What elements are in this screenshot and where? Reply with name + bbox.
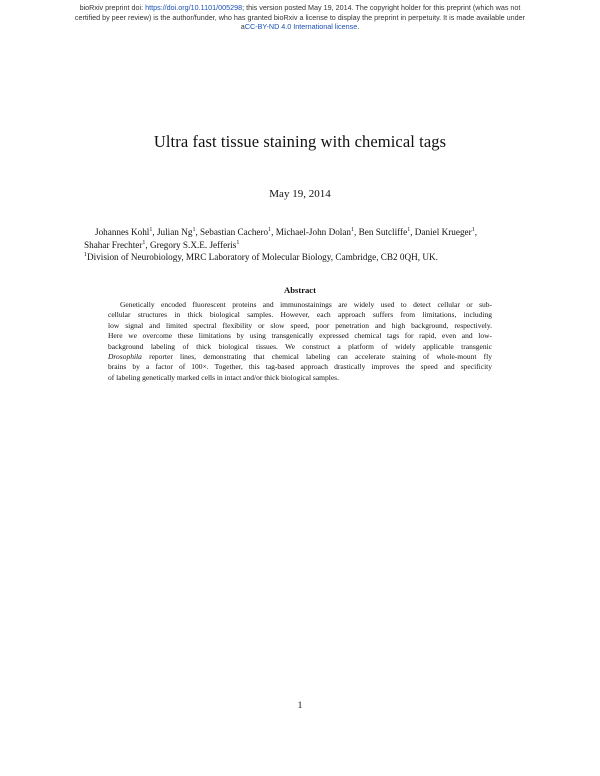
paper-date: May 19, 2014: [269, 188, 331, 200]
author: Sebastian Cachero: [200, 227, 269, 237]
author: Michael-John Dolan: [275, 227, 352, 237]
abstract-heading: Abstract: [284, 285, 316, 295]
paper-title: Ultra fast tissue staining with chemical tags: [153, 132, 447, 151]
author: Shahar Frechter: [84, 239, 143, 250]
author: Daniel Krueger: [414, 227, 472, 237]
author-line-2: Shahar Frechter$^1$, Gregory S.X.E. Jefferis$^1$: [84, 239, 240, 250]
abstract-line: of labeling genetically marked cells in intact and/or thick biological samples.: [108, 372, 339, 382]
banner-line-3: aCC-BY-ND 4.0 International license.: [240, 22, 360, 31]
affiliation: $^1$Division of Neurobiology, MRC Laboratory of Molecular Biology, Cambridge, CB2 0QH, UK.: [84, 251, 438, 262]
doi-link[interactable]: https://doi.org/10.1101/005298: [145, 3, 243, 12]
abstract-line: low signal and limited spectral flexibility or slow speed, poor penetration and high background, respectively.: [108, 320, 492, 330]
author-block: [84, 226, 524, 264]
banner-line-1: bioRxiv preprint doi: https://doi.org/10.1101/005298; this version posted May 19, 2014. The copyright holder for this preprint (which was not: [79, 3, 521, 12]
abstract-line: brains by a factor of 100×. Together, this tag-based approach drastically improves the speed and specificity: [108, 362, 492, 372]
preprint-banner: [40, 3, 560, 32]
banner-line-2: certified by peer review) is the author/funder, who has granted bioRxiv a license to display the preprint in perpetuity. It is made available under: [74, 12, 526, 22]
author: Julian Ng: [156, 227, 193, 237]
author-line-1: Johannes Kohl$^1$, Julian Ng$^1$, Sebastian Cachero$^1$, Michael-John Dolan$^1$, Ben Sutcliffe$^1$, Daniel Krueger$^1$,: [95, 226, 477, 237]
author: Johannes Kohl: [95, 227, 150, 237]
author: Ben Sutcliffe: [358, 227, 408, 237]
abstract-line: Here we overcome these limitations by using transgenically expressed chemical tags for rapid, even and low-: [108, 331, 492, 341]
abstract-line: Drosophila reporter lines, demonstrating that chemical labeling can accelerate staining of whole-mount fly: [108, 352, 492, 362]
abstract-line: background labeling of thick biological tissues. We construct a platform of widely applicable transgenic: [108, 341, 492, 351]
abstract-line: Genetically encoded fluorescent proteins and immunostainings are widely used to detect cellular or sub-: [120, 300, 492, 309]
author: Gregory S.X.E. Jefferis: [150, 239, 237, 250]
abstract-line: cellular structures in thick biological samples. However, each approach suffers from limitations, including: [108, 310, 492, 320]
license-link[interactable]: CC-BY-ND 4.0 International license: [244, 22, 358, 31]
abstract-body: [108, 300, 492, 383]
page-number: 1: [297, 701, 303, 711]
